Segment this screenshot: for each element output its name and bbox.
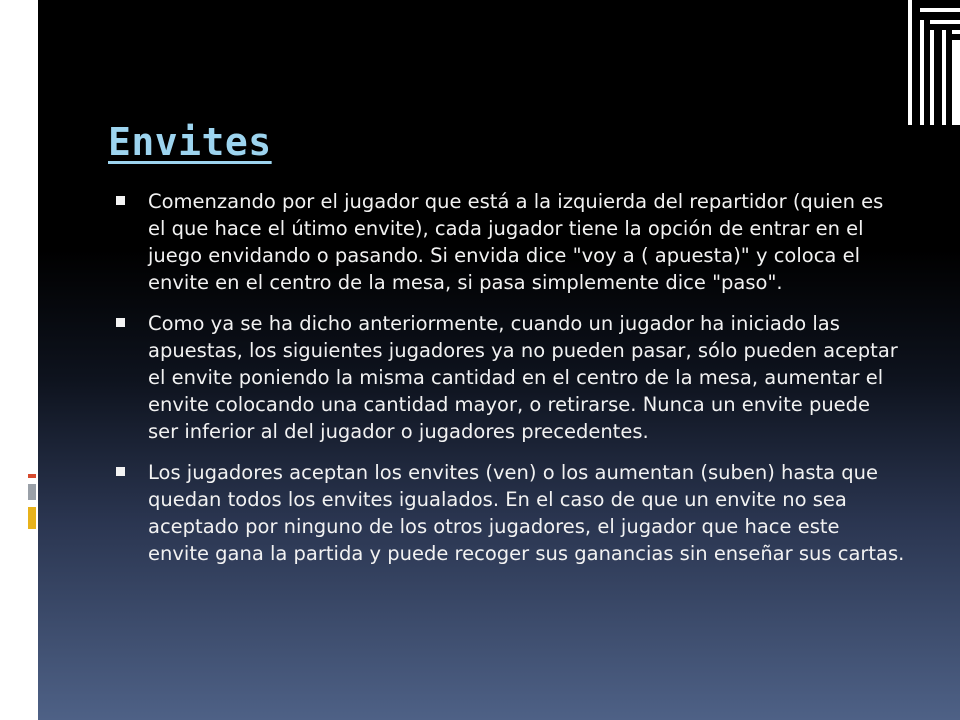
accent-block-yellow	[28, 507, 36, 529]
deco-bar	[930, 20, 960, 24]
deco-bar	[920, 8, 960, 12]
bullet-text: Como ya se ha dicho anteriormente, cuando un jugador ha iniciado las apuestas, los siguientes jugadores ya no pueden pasar, sólo pueden aceptar el envite poniendo la misma cantidad en el centro de la mesa, aumentar el envite colocando una cantidad mayor, o retirarse. Nunca un envite puede ser inferior al del jugador o jugadores precedentes.	[148, 312, 898, 443]
accent-block-red	[28, 474, 36, 478]
deco-bar	[942, 30, 946, 125]
list-item	[116, 459, 906, 567]
deco-bar	[930, 30, 934, 125]
corner-decoration	[908, 0, 960, 125]
bullet-square-icon	[116, 196, 125, 205]
deco-bar	[952, 40, 960, 125]
deco-bar	[920, 20, 924, 125]
bullet-list	[116, 188, 906, 581]
slide-title: Envites	[108, 120, 272, 164]
list-item	[116, 188, 906, 296]
list-item	[116, 310, 906, 445]
accent-block-gray	[28, 484, 36, 500]
bullet-square-icon	[116, 318, 125, 327]
deco-bar	[908, 0, 912, 125]
bullet-text: Comenzando por el jugador que está a la izquierda del repartidor (quien es el que hace el útimo envite), cada jugador tiene la opción de entrar en el juego envidando o pasando. Si envida dice "voy a ( apuesta)" y coloca el envite en el centro de la mesa, si pasa simplemente dice "paso".	[148, 190, 884, 294]
deco-bar	[952, 30, 960, 34]
bullet-square-icon	[116, 467, 125, 476]
bullet-text: Los jugadores aceptan los envites (ven) o los aumentan (suben) hasta que quedan todos los envites igualados. En el caso de que un envite no sea aceptado por ninguno de los otros jugadores, el jugador que hace este envite gana la partida y puede recoger sus ganancias sin enseñar sus cartas.	[148, 461, 905, 565]
